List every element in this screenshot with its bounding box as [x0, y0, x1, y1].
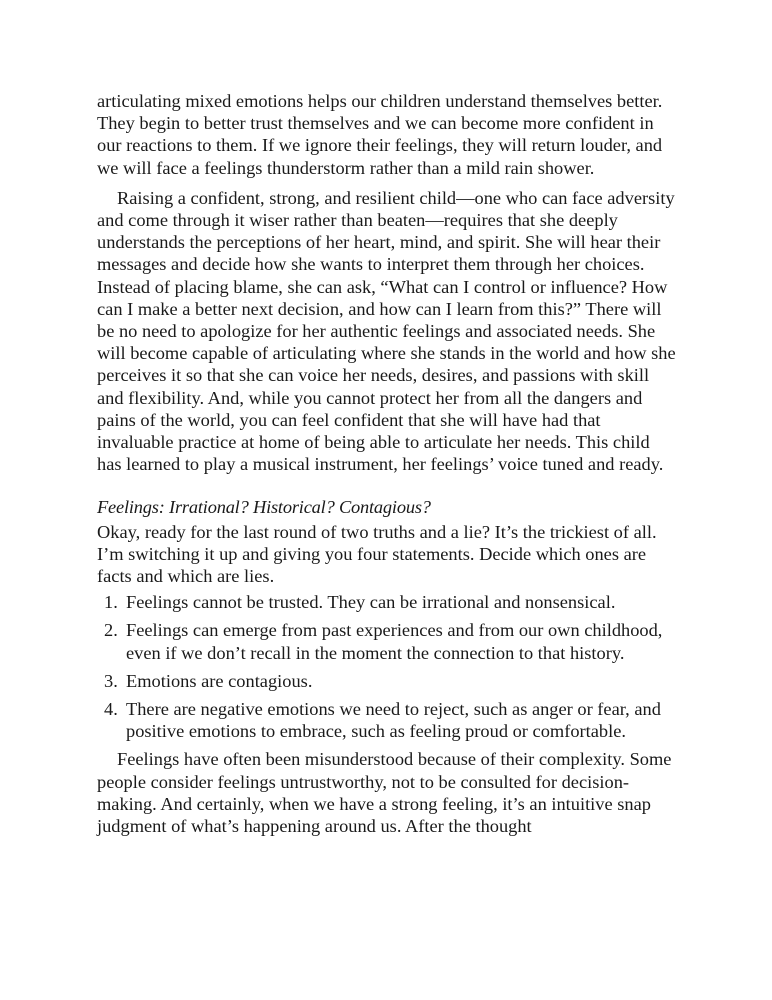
list-item-text: Feelings can emerge from past experiences and from our own childhood, even if we don’t recall in the moment the connection to that history.	[126, 620, 663, 663]
list-item-number: 2.	[104, 620, 118, 641]
body-paragraph: articulating mixed emotions helps our children understand themselves better. They begin to better trust themselves and we can become more confident in our reactions to them. If we ignore their feelings, they will return louder, and we will face a feelings thunderstorm rather than a mild rain shower.	[97, 91, 663, 178]
section-heading: Feelings: Irrational? Historical? Contagious?	[97, 497, 431, 518]
list-item	[98, 698, 677, 742]
list-item-number: 1.	[104, 592, 118, 613]
body-paragraph: Feelings have often been misunderstood because of their complexity. Some people consider feelings untrustworthy, not to be consulted for decision-making. And certainly, when we have a strong feeling, it’s an intuitive snap judgment of what’s happening around us. After the thought	[97, 749, 672, 837]
page-content	[97, 90, 677, 837]
list-item-number: 4.	[104, 699, 118, 720]
list-item-number: 3.	[104, 670, 118, 691]
list-item-text: Feelings cannot be trusted. They can be irrational and nonsensical.	[126, 592, 616, 613]
list-item-text: Emotions are contagious.	[126, 670, 313, 691]
list-item	[98, 591, 677, 613]
list-item	[98, 619, 677, 663]
list-item-text: There are negative emotions we need to reject, such as anger or fear, and positive emotions to embrace, such as feeling proud or comfortable.	[126, 699, 661, 742]
statements-list	[97, 591, 677, 742]
body-paragraph: Raising a confident, strong, and resilient child—one who can face adversity and come through it wiser rather than beaten—requires that she deeply understands the perceptions of her heart, mind, and spirit. She will hear their messages and decide how she wants to interpret them through her choices. Instead of placing blame, she can ask, “What can I control or influence? How can I make a better next decision, and how can I learn from this?” There will be no need to apologize for her authentic feelings and associated needs. She will become capable of articulating where she stands in the world and how she perceives it so that she can voice her needs, desires, and passions with skill and flexibility. And, while you cannot protect her from all the dangers and pains of the world, you can feel confident that she will have had that invaluable practice at home of being able to articulate her needs. This child has learned to play a musical instrument, her feelings’ voice tuned and ready.	[97, 187, 676, 475]
intro-paragraph: Okay, ready for the last round of two truths and a lie? It’s the trickiest of all. I’m switching it up and giving you four statements. Decide which ones are facts and which are lies.	[97, 521, 657, 587]
list-item	[98, 670, 677, 692]
